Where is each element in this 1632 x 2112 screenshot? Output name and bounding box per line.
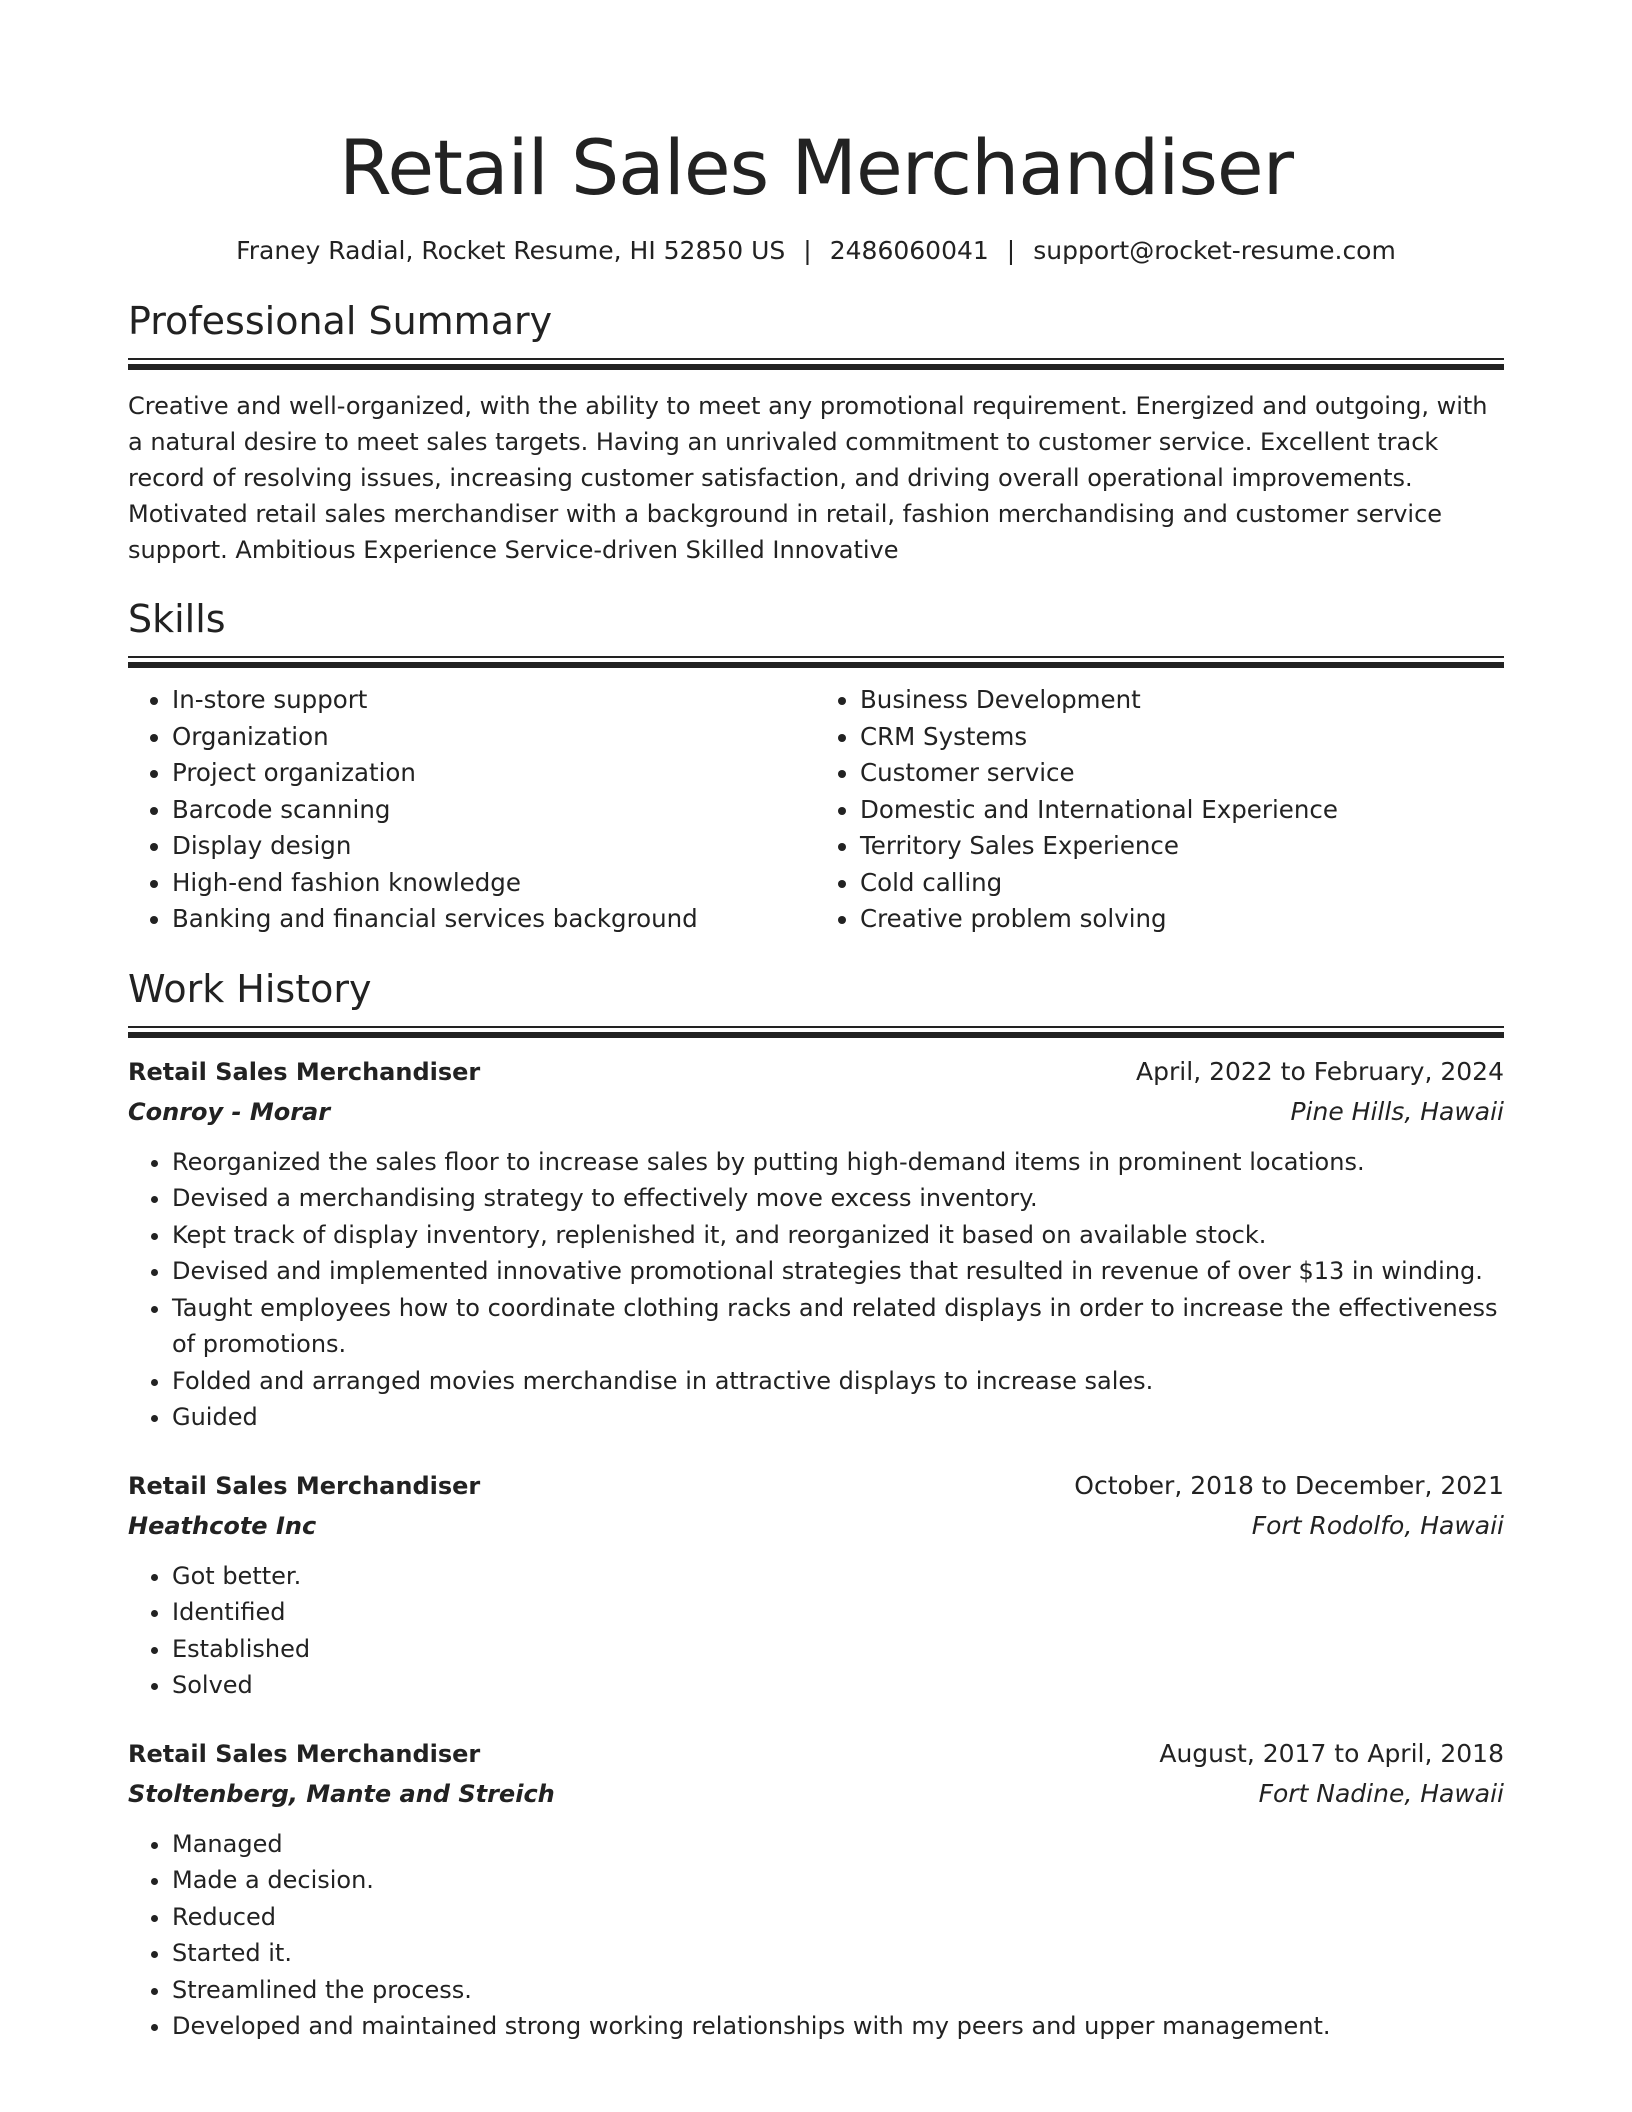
job-bullet: • Streamlined the process. xyxy=(172,1972,1504,2009)
job-entry xyxy=(128,1734,1504,2045)
skill-item: • Customer service xyxy=(860,755,1504,792)
job-bullet: • Established xyxy=(172,1631,1504,1668)
skills-title: Skills xyxy=(128,597,226,641)
job-entry xyxy=(128,1052,1504,1436)
job-bullet: • Made a decision. xyxy=(172,1862,1504,1899)
skill-item: • Creative problem solving xyxy=(860,901,1504,938)
skill-item: • CRM Systems xyxy=(860,719,1504,756)
contact-phone: 2486060041 xyxy=(829,236,989,265)
job-bullet: • Devised a merchandising strategy to effectively move excess inventory. xyxy=(172,1180,1504,1217)
skill-item: • Cold calling xyxy=(860,865,1504,902)
contact-separator: | xyxy=(1006,236,1016,265)
job-company: Heathcote Inc xyxy=(128,1511,317,1540)
job-bullet: • Kept track of display inventory, replenished it, and reorganized it based on available stock. xyxy=(172,1217,1504,1254)
contact-line xyxy=(128,234,1504,268)
job-dates: April, 2022 to February, 2024 xyxy=(1136,1056,1504,1086)
job-bullet: • Managed xyxy=(172,1826,1504,1863)
skill-item: • Domestic and International Experience xyxy=(860,792,1504,829)
job-header-row xyxy=(128,1052,1504,1092)
work-title: Work History xyxy=(128,966,372,1011)
job-bullets xyxy=(128,1144,1504,1436)
skill-item: • High-end fashion knowledge xyxy=(172,865,816,902)
job-bullets xyxy=(128,1558,1504,1704)
job-bullet: • Developed and maintained strong working relationships with my peers and upper management. xyxy=(172,2008,1504,2045)
job-location: Pine Hills, Hawaii xyxy=(1290,1096,1504,1126)
job-location: Fort Rodolfo, Hawaii xyxy=(1251,1510,1504,1540)
summary-section xyxy=(128,298,1504,568)
section-divider xyxy=(128,656,1504,666)
job-title: Retail Sales Merchandiser xyxy=(128,1057,481,1086)
jobs-list xyxy=(128,1052,1504,2045)
skill-item: • Banking and financial services background xyxy=(172,901,816,938)
job-bullets xyxy=(128,1826,1504,2045)
skill-item: • Business Development xyxy=(860,682,1504,719)
job-bullet: • Taught employees how to coordinate clothing racks and related displays in order to increase the effectiveness of promotions. xyxy=(172,1290,1504,1363)
skill-item: • Display design xyxy=(172,828,816,865)
job-bullet: • Started it. xyxy=(172,1935,1504,1972)
job-location: Fort Nadine, Hawaii xyxy=(1258,1778,1504,1808)
job-bullet: • Guided xyxy=(172,1399,1504,1436)
skills-columns xyxy=(128,682,1504,938)
skill-item: • Territory Sales Experience xyxy=(860,828,1504,865)
section-divider xyxy=(128,1026,1504,1036)
resume-name: Retail Sales Merchandiser xyxy=(339,123,1293,212)
job-title: Retail Sales Merchandiser xyxy=(128,1471,481,1500)
skill-item: • Organization xyxy=(172,719,816,756)
summary-title: Professional Summary xyxy=(128,299,553,343)
skills-list-left xyxy=(128,682,816,938)
work-section xyxy=(128,966,1504,2045)
job-company-row xyxy=(128,1774,1504,1814)
job-header-row xyxy=(128,1466,1504,1506)
contact-separator: | xyxy=(803,236,812,265)
skill-item: • Barcode scanning xyxy=(172,792,816,829)
skills-section xyxy=(128,596,1504,938)
skills-list-right xyxy=(816,682,1504,938)
contact-email[interactable]: support@rocket-resume.com xyxy=(1033,236,1396,265)
job-dates: August, 2017 to April, 2018 xyxy=(1159,1738,1504,1768)
job-bullet: • Reorganized the sales floor to increase sales by putting high-demand items in prominent locations. xyxy=(172,1144,1504,1181)
job-bullet: • Solved xyxy=(172,1667,1504,1704)
contact-address: Franey Radial, Rocket Resume, HI 52850 US xyxy=(236,236,786,265)
job-bullet: • Got better. xyxy=(172,1558,1504,1595)
skill-item: • In-store support xyxy=(172,682,816,719)
job-bullet: • Folded and arranged movies merchandise in attractive displays to increase sales. xyxy=(172,1363,1504,1400)
summary-text: Creative and well-organized, with the ability to meet any promotional requirement. Energized and outgoing, with a natural desire to meet sales targets. Having an unrivaled commitment to customer service. Excellent track record of resolving issues, increasing customer satisfaction, and driving overall operational improvements. Motivated retail sales merchandiser with a background in retail, fashion merchandising and customer service support. Ambitious Experience Service-driven Skilled Innovative xyxy=(128,392,1488,564)
job-company-row xyxy=(128,1506,1504,1546)
job-company: Stoltenberg, Mante and Streich xyxy=(128,1779,555,1808)
job-header-row xyxy=(128,1734,1504,1774)
job-company: Conroy - Morar xyxy=(128,1097,331,1126)
job-bullet: • Reduced xyxy=(172,1899,1504,1936)
job-company-row xyxy=(128,1092,1504,1132)
job-bullet: • Devised and implemented innovative promotional strategies that resulted in revenue of over $13 in winding. xyxy=(172,1253,1504,1290)
job-title: Retail Sales Merchandiser xyxy=(128,1739,481,1768)
job-entry xyxy=(128,1466,1504,1704)
section-divider xyxy=(128,358,1504,368)
job-dates: October, 2018 to December, 2021 xyxy=(1074,1470,1504,1500)
skill-item: • Project organization xyxy=(172,755,816,792)
resume-page xyxy=(128,0,1504,2045)
job-bullet: • Identified xyxy=(172,1594,1504,1631)
